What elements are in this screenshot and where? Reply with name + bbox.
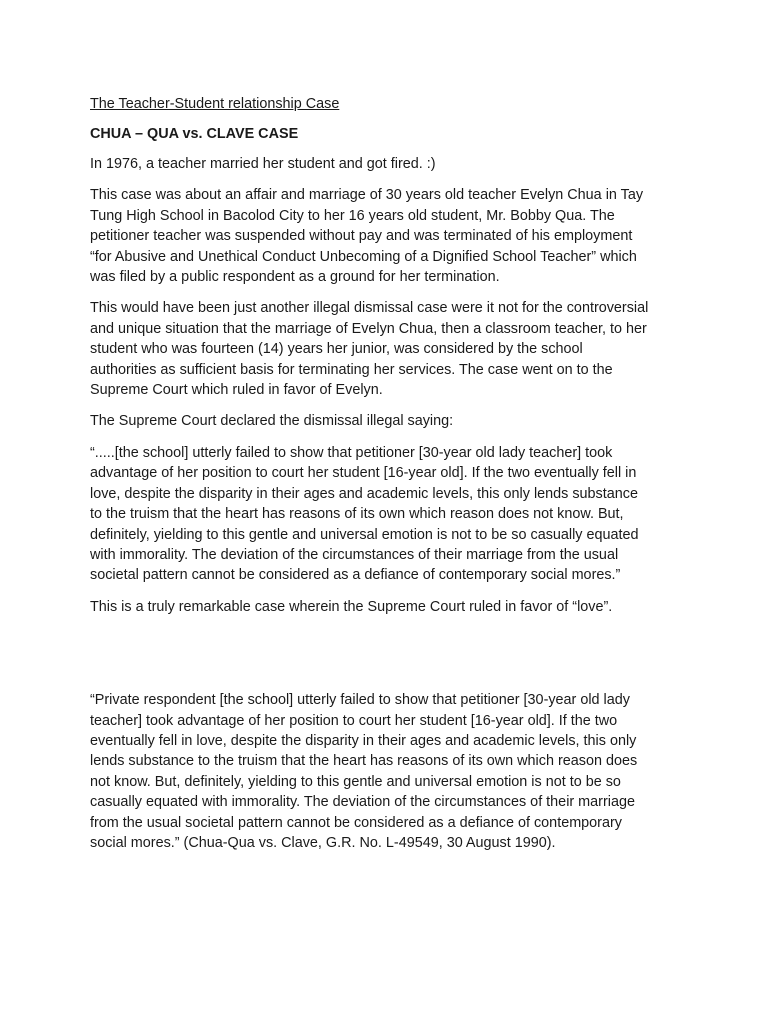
court-declaration-paragraph: The Supreme Court declared the dismissal illegal saying: (90, 413, 454, 430)
document-heading: The Teacher-Student relationship Case (90, 96, 340, 112)
dismissal-context-paragraph: This would have been just another illegal dismissal case were it not for the controversial and unique situation that the marriage of Evelyn Chua, then a classroom teacher, to her student who was fourteen (14) years her junior, was considered by the school authorities as sufficient basis for terminating her services. The case went on to the Supreme Court which ruled in favor of Evelyn. (90, 300, 649, 399)
closing-quote-paragraph: “Private respondent [the school] utterly failed to show that petitioner [30-year old lady teacher] took advantage of her position to court her student [16-year old]. If the two eventually fell in love, despite the disparity in their ages and academic levels, this only lends substance to the truism that the heart has reasons of its own which reason does not know. But, definitely, yielding to this gentle and universal emotion is not to be so casually equated with immorality. The deviation of the circumstances of their marriage from the usual societal pattern cannot be considered as a defiance of contemporary social mores.” (Chua-Qua vs. Clave, G.R. No. L-49549, 30 August 1990). (90, 692, 638, 851)
court-quote-paragraph: “.....[the school] utterly failed to show that petitioner [30-year old lady teacher] took advantage of her position to court her student [16-year old]. If the two eventually fell in love, despite the disparity in their ages and academic levels, this only lends substance to the truism that the heart has reasons of its own which reason does not know. But, definitely, yielding to this gentle and universal emotion is not to be so casually equated with immorality. The deviation of the circumstances of their marriage from the usual societal pattern cannot be considered as a defiance of contemporary social mores.” (90, 444, 639, 584)
case-title: CHUA – QUA vs. CLAVE CASE (90, 126, 299, 142)
intro-paragraph: In 1976, a teacher married her student and got fired. :) (90, 156, 436, 172)
document-page (90, 94, 690, 864)
remark-paragraph: This is a truly remarkable case wherein the Supreme Court ruled in favor of “love”. (90, 598, 613, 615)
spacer (90, 628, 690, 690)
case-summary-paragraph: This case was about an affair and marriage of 30 years old teacher Evelyn Chua in Tay Tung High School in Bacolod City to her 16 years old student, Mr. Bobby Qua. The petitioner teacher was suspended without pay and was terminated of his employment “for Abusive and Unethical Conduct Unbecoming of a Dignified School Teacher” which was filed by a public respondent as a ground for her termination. (90, 187, 644, 286)
